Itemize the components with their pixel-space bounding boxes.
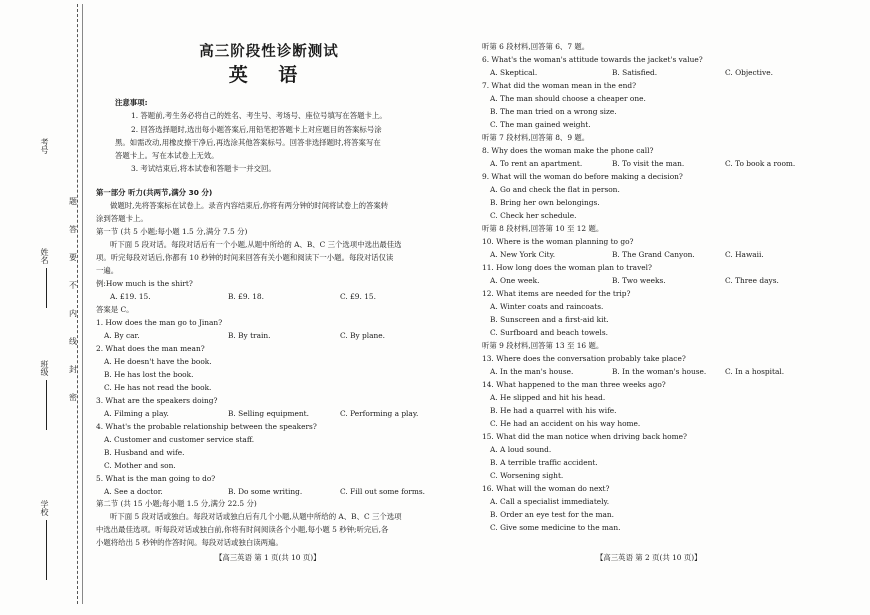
notice-line: 3. 考试结束后,将本试卷和答题卡一并交回。: [131, 164, 276, 173]
example-option: B. £9. 18.: [228, 292, 264, 301]
option: B. Two weeks.: [612, 276, 666, 285]
option: C. He has not read the book.: [104, 383, 212, 392]
notice-heading: 注意事项:: [115, 98, 148, 107]
subject-title: 英 语: [228, 64, 310, 86]
option: C. Hawaii.: [725, 250, 764, 259]
page-footer-right: 【高三英语 第 2 页(共 10 页)】: [596, 553, 702, 562]
name-field[interactable]: [40, 248, 52, 308]
notice-line: 答题卡上。写在本试卷上无效。: [115, 151, 219, 160]
seal-char: 封: [69, 365, 77, 374]
option: B. In the woman's house.: [612, 367, 707, 376]
notice-line: 1. 答题前,考生务必将自己的姓名、考生号、考场号、座位号填写在答题卡上。: [131, 111, 387, 120]
part1-heading: 第一部分 听力(共两节,满分 30 分): [96, 188, 213, 197]
exam-no-field[interactable]: [40, 138, 52, 154]
option: C. To book a room.: [725, 159, 796, 168]
question-stem: 5. What is the man going to do?: [96, 474, 216, 483]
notice-line: 黑。如需改动,用橡皮擦干净后,再选涂其他答案标号。回答非选择题时,将答案写在: [115, 138, 381, 147]
option: B. Selling equipment.: [228, 409, 309, 418]
option: B. Husband and wife.: [104, 448, 185, 457]
question-stem: 11. How long does the woman plan to travel?: [482, 263, 652, 272]
section1-heading: 第一节 (共 5 小题;每小题 1.5 分,满分 7.5 分): [96, 227, 248, 236]
question-stem: 9. What will the woman do before making a decision?: [482, 172, 683, 181]
class-label: 班级: [40, 360, 49, 376]
section2-intro: 听下面 5 段对话或独白。每段对话或独白后有几个小题,从题中所给的 A、B、C 三个选项: [110, 512, 402, 521]
seal-solid-line: [82, 4, 83, 604]
option: A. Skeptical.: [490, 68, 538, 77]
option: B. Bring her own belongings.: [490, 198, 600, 207]
option: A. Filming a play.: [104, 409, 169, 418]
option: B. He had a quarrel with his wife.: [490, 406, 617, 415]
school-label: 学校: [40, 500, 49, 516]
section2-intro: 中选出最佳选项。听每段对话或独白前,你将有时间阅读各个小题,每小题 5 秒钟;听完后,各: [96, 525, 389, 534]
binding-margin: [0, 0, 92, 615]
option: C. Check her schedule.: [490, 211, 577, 220]
option: C. Performing a play.: [340, 409, 419, 418]
option: C. Worsening sight.: [490, 471, 564, 480]
seal-char: 要: [69, 253, 77, 262]
option: A. Winter coats and raincoats.: [490, 302, 604, 311]
example-answer: 答案是 C。: [96, 305, 134, 314]
question-stem: 14. What happened to the man three weeks ago?: [482, 380, 666, 389]
option: B. Satisfied.: [612, 68, 658, 77]
example-option: C. £9. 15.: [340, 292, 376, 301]
option: B. Do some writing.: [228, 487, 303, 496]
option: A. He doesn't have the book.: [104, 357, 212, 366]
option: C. In a hospital.: [725, 367, 785, 376]
option: A. Go and check the flat in person.: [490, 185, 620, 194]
option: A. To rent an apartment.: [490, 159, 583, 168]
option: C. Three days.: [725, 276, 779, 285]
option: B. Sunscreen and a first-aid kit.: [490, 315, 609, 324]
seal-char: 答: [69, 225, 77, 234]
option: C. By plane.: [340, 331, 386, 340]
option: A. New York City.: [490, 250, 556, 259]
option: C. Surfboard and beach towels.: [490, 328, 609, 337]
option: A. By car.: [104, 331, 140, 340]
material-header: 听第 7 段材料,回答第 8、9 题。: [482, 133, 590, 142]
section2-intro: 小题将给出 5 秒钟的作答时间。每段对话或独白读两遍。: [96, 538, 283, 547]
question-stem: 4. What's the probable relationship between the speakers?: [96, 422, 317, 431]
seal-dashed-line: [77, 4, 78, 604]
option: A. Call a specialist immediately.: [490, 497, 610, 506]
question-stem: 12. What items are needed for the trip?: [482, 289, 631, 298]
option: A. The man should choose a cheaper one.: [490, 94, 646, 103]
question-stem: 15. What did the man notice when driving back home?: [482, 432, 687, 441]
option: C. Fill out some forms.: [340, 487, 426, 496]
question-stem: 8. Why does the woman make the phone call?: [482, 146, 654, 155]
option: A. One week.: [490, 276, 540, 285]
section1-intro: 听下面 5 段对话。每段对话后有一个小题,从题中所给的 A、B、C 三个选项中选出最佳选: [110, 240, 402, 249]
school-field[interactable]: [40, 500, 52, 580]
option: B. He has lost the book.: [104, 370, 194, 379]
example-stem: 例:How much is the shirt?: [96, 279, 193, 288]
seal-char: 内: [69, 309, 77, 318]
question-stem: 3. What are the speakers doing?: [96, 396, 218, 405]
page-footer-left: 【高三英语 第 1 页(共 10 页)】: [215, 553, 321, 562]
option: A. A loud sound.: [490, 445, 552, 454]
material-header: 听第 9 段材料,回答第 13 至 16 题。: [482, 341, 604, 350]
question-stem: 7. What did the woman mean in the end?: [482, 81, 637, 90]
part1-intro: 做题时,先将答案标在试卷上。录音内容结束后,你将有两分钟的时间将试卷上的答案转: [110, 201, 389, 210]
question-stem: 16. What will the woman do next?: [482, 484, 610, 493]
section2-heading: 第二节 (共 15 小题;每小题 1.5 分,满分 22.5 分): [96, 499, 257, 508]
question-stem: 2. What does the man mean?: [96, 344, 205, 353]
option: A. He slipped and hit his head.: [490, 393, 606, 402]
option: A. See a doctor.: [104, 487, 163, 496]
seal-char: 不: [69, 281, 77, 290]
option: B. Order an eye test for the man.: [490, 510, 614, 519]
option: B. A terrible traffic accident.: [490, 458, 598, 467]
option: B. The Grand Canyon.: [612, 250, 695, 259]
seal-char: 线: [69, 337, 77, 346]
material-header: 听第 8 段材料,回答第 10 至 12 题。: [482, 224, 604, 233]
option: C. Objective.: [725, 68, 773, 77]
question-stem: 10. Where is the woman planning to go?: [482, 237, 634, 246]
material-header: 听第 6 段材料,回答第 6、7 题。: [482, 42, 590, 51]
option: C. Mother and son.: [104, 461, 176, 470]
notice-line: 2. 回答选择题时,选出每小题答案后,用铅笔把答题卡上对应题目的答案标号涂: [131, 125, 382, 134]
option: C. The man gained weight.: [490, 120, 591, 129]
exam-title: 高三阶段性诊断测试: [199, 44, 339, 60]
example-option: A. £19. 15.: [110, 292, 151, 301]
question-stem: 13. Where does the conversation probably take place?: [482, 354, 686, 363]
option: B. The man tried on a wrong size.: [490, 107, 617, 116]
part1-intro: 涂到答题卡上。: [96, 214, 148, 223]
option: A. In the man's house.: [490, 367, 574, 376]
seal-char: 密: [69, 393, 77, 402]
option: C. He had an accident on his way home.: [490, 419, 641, 428]
exam-no-label: 考号: [40, 138, 49, 154]
option: A. Customer and customer service staff.: [104, 435, 255, 444]
name-label: 姓名: [40, 248, 49, 264]
section1-intro: 项。听完每段对话后,你都有 10 秒钟的时间来回答有关小题和阅读下一小题。每段对话仅读: [96, 253, 394, 262]
option: C. Give some medicine to the man.: [490, 523, 621, 532]
question-stem: 1. How does the man go to Jinan?: [96, 318, 223, 327]
option: B. To visit the man.: [612, 159, 685, 168]
question-stem: 6. What's the woman's attitude towards the jacket's value?: [482, 55, 703, 64]
section1-intro: 一遍。: [96, 266, 119, 275]
class-field[interactable]: [40, 360, 52, 430]
seal-char: 题: [69, 197, 77, 206]
option: B. By train.: [228, 331, 271, 340]
